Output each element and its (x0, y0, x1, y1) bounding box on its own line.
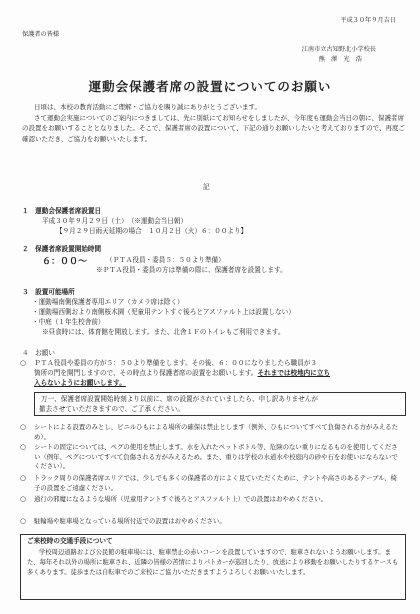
recipient: 保護者の皆様 (22, 31, 60, 38)
access-box (20, 534, 406, 600)
warning-box (34, 392, 406, 416)
request-item (20, 423, 400, 443)
request-item (20, 495, 400, 515)
request-item (20, 517, 400, 527)
location-item: ・運動場南側保護者専用エリア（カメラ席は除く） (32, 298, 184, 306)
request-item-text: 駐輪場や駐車場となっている場所付近での設置はおやめください。 (34, 517, 226, 525)
section3-heading: ３ 設置可能場所 (22, 288, 75, 296)
section2-note: ※ＰＴＡ役員・委員の方は準備の際に、保護者席を設置します。 (96, 266, 287, 274)
school-name: 江南市立古知野北小学校長 (301, 46, 376, 53)
intro-body: さて運動会実施についてのご案内につきましては、先に別紙にてお知らせをしましたが、今年度も運動会当日の朝に、保護者席の設置をお願いすることとなりました。そこで、保護者席の設置について、下記の通りお願いしたいと考えておりますので、再度ご確認いただき、ご協力をお願いいたします。 (22, 114, 405, 143)
circle-bullet: ○ (20, 517, 27, 525)
circle-bullet: ○ (20, 474, 27, 482)
warning-line: 撤去させていただきますので、ご了承ください。 (39, 405, 184, 413)
request-item-text: 通行の邪魔になるような場所（児童用テントすぐ後ろとアスファルト上）での設置はおやめください。 (34, 495, 328, 503)
section3-note: ※昼食時には、体育館を開放します。また、北舎１Ｆのトイレもご利用できます。 (42, 328, 285, 336)
request-third-line: 入らないようにお願いします。 (34, 379, 126, 387)
warning-line: 万一、保護者席設置開始時刻より以前に、席の設置がされていましたら、申し訳ありませんが (41, 395, 318, 403)
section1-rain: 【９月２９日雨天延期の場合 １０月２日（火）６：００より】 (56, 227, 248, 235)
section1-date: 平成３０年９月２９日（土） （※運動会当日朝） (42, 217, 188, 225)
circle-bullet: ○ (20, 495, 27, 503)
section4-heading: ４ お願い (22, 349, 55, 357)
location-item: ・中庭（１年生校舎前） (32, 318, 105, 326)
access-text: 学校周辺道路および公民館の駐車場には、駐車禁止の赤いコーンを設置していますので、駐車されないようお願いします。また、毎年それ以外の場所に駐車され、近隣の皆様の苦情によりパトカーが巡回したり、放送により移動をお願いしたりするケースも多くあります。徒歩または自転車でのご来校にご協力いただきますようよろしくお願いいたします。 (27, 549, 399, 577)
section1-heading: １ 運動会保護者席設置日 (22, 207, 102, 215)
request-first-line: ＰＴＡ役員や委員の方が５：５０より準備をします。その後、６：００になりましたら職員が３ (34, 359, 318, 367)
request-item (20, 474, 400, 494)
ki-label: 記 (203, 183, 210, 191)
request-second-line: 箇所の門を開門しますので、その時点より保護者席の設置をお願いします。それまでは校地内に立ち (34, 369, 331, 377)
request-item-text: トラック周りの保護者席エリアでは、少しでも多くの保護者の方によく見ていただくために、テントや高さのあるテーブル、椅子の設置をご遠慮ください。 (34, 474, 397, 492)
section2-time: ６：００〜 (42, 257, 88, 267)
location-item: ・運動場西側おより南側桜木園（児童用テントすぐ後ろとアスファルト上は設置しない） (32, 308, 295, 316)
issue-date: 平成３０年９月吉日 (340, 17, 396, 24)
section2-heading: ２ 保護者席設置開始時間 (22, 245, 102, 253)
request-item-text: シートの固定については、ペグの使用を禁止します。水を入れたペットボトル等、危険のない重りになるものを使用してください（例年、ペグについてすべて負傷される方がみえるため。また、重りは学校の水道水や校庭内の砂や石をお使いにならないでください）。 (34, 443, 398, 471)
request-item (20, 443, 400, 473)
principal-name: 熊 澤 光 浩 (318, 56, 362, 63)
intro-greeting: 日頃は、本校の教育活動にご理解・ご協力を賜り誠にありがとうございます。 (34, 103, 261, 111)
page-title: 運動会保護者席の設置についてのお願い (88, 79, 332, 94)
section2-time-note: （ＰＴＡ役員・委員５：５０より準備） (106, 256, 225, 264)
request-item-text: シートによる設置のみとし、ビニルひもによる場所の確保は禁止とします（例外、ひもについてすべて負傷される方がみえるため）。 (34, 423, 399, 441)
circle-bullet: ○ (20, 359, 27, 367)
access-title: ご来校時の交通手段について (27, 537, 113, 545)
circle-bullet: ○ (20, 443, 27, 451)
circle-bullet: ○ (20, 423, 27, 431)
